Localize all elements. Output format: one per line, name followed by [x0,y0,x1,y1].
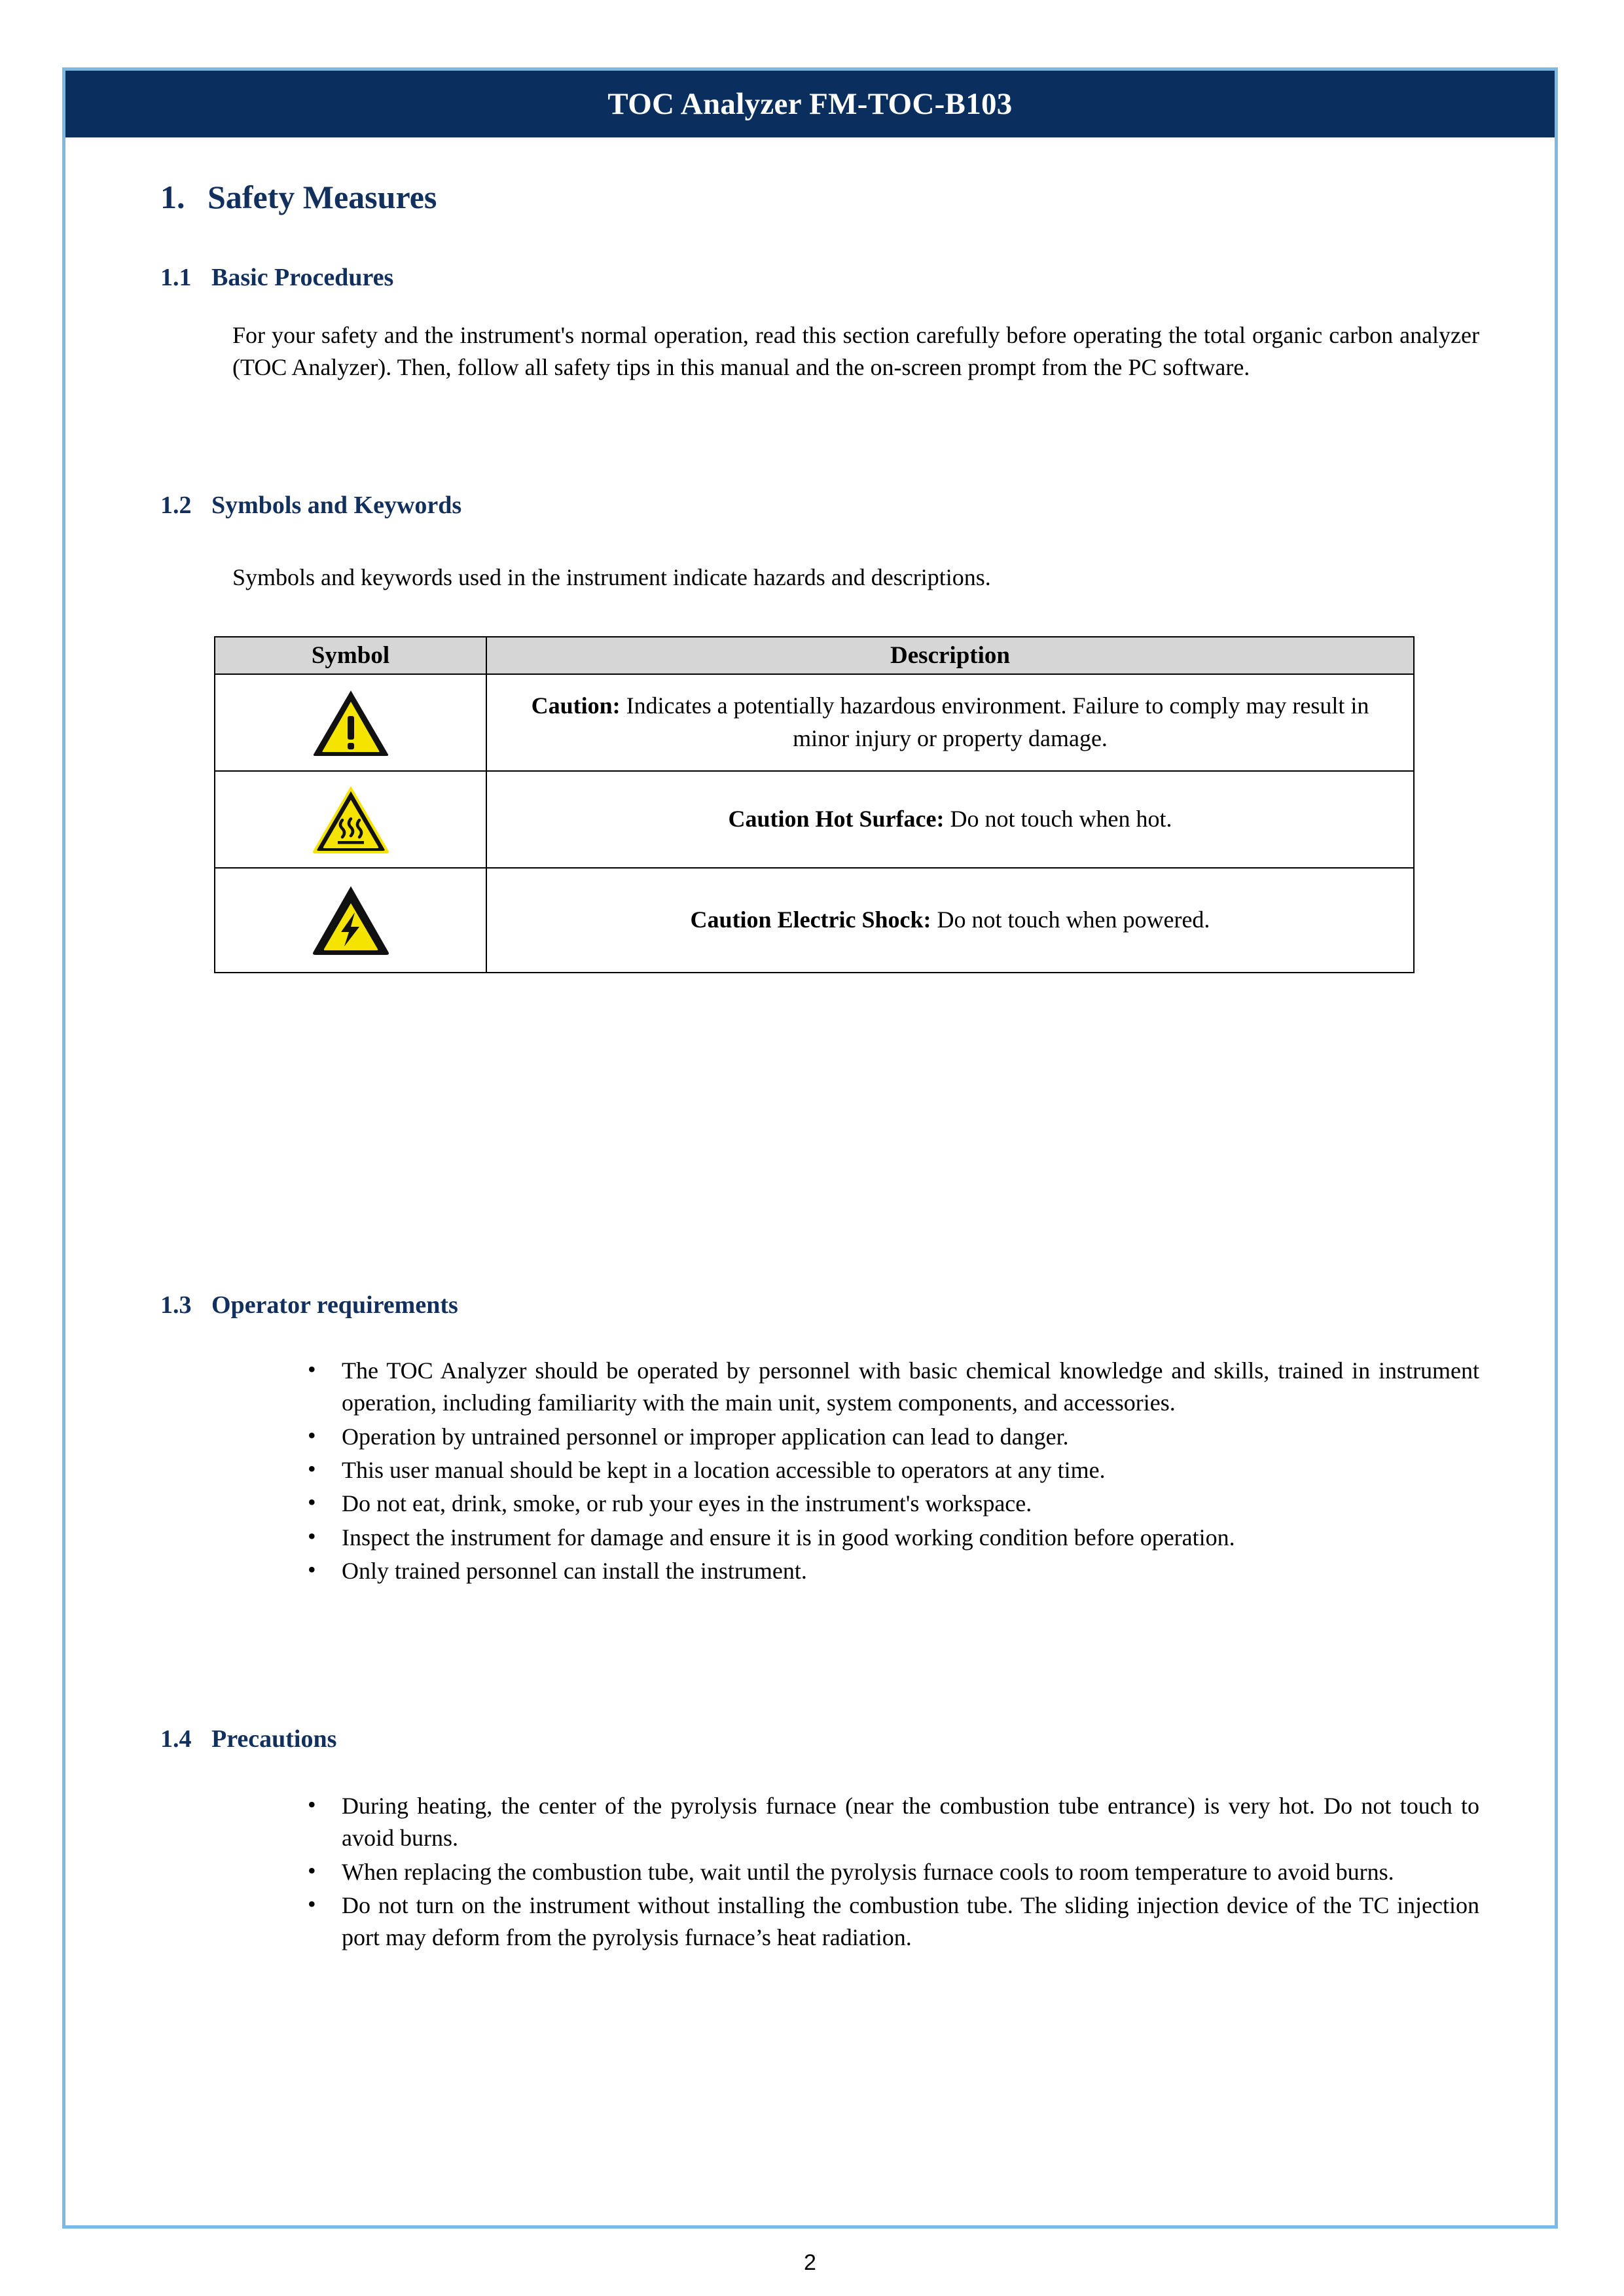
heading-1-1 [160,263,393,292]
column-header-symbol: Symbol [215,637,486,674]
description-text: Do not touch when hot. [944,806,1172,833]
symbol-cell [215,868,486,973]
caution-hot-surface-icon [215,783,486,855]
description-keyword: Caution: [531,692,621,719]
heading-1-4 [160,1725,336,1753]
description-text: Indicates a potentially hazardous environment. Failure to comply may result in minor injury or property damage. [620,692,1369,751]
heading-chapter-1-title: Safety Measures [208,179,437,215]
heading-1-3-number: 1.3 [160,1291,192,1319]
heading-chapter-1-number: 1. [160,179,185,215]
list-item: • The TOC Analyzer should be operated by personnel with basic chemical knowledge and skills, trained in instrument operation, including familiarity with the main unit, system components, and accessories. [295,1355,1479,1420]
paragraph-1-2: Symbols and keywords used in the instrument indicate hazards and descriptions. [232,564,991,590]
document-title: TOC Analyzer FM-TOC-B103 [607,87,1013,121]
symbol-cell [215,771,486,868]
description-keyword: Caution Electric Shock: [690,906,931,933]
list-item: • Only trained personnel can install the instrument. [295,1555,1479,1587]
table-row [215,771,1414,868]
description-cell [486,771,1414,868]
list-item: • Inspect the instrument for damage and ensure it is in good working condition before operation. [295,1522,1479,1554]
column-header-description: Description [486,637,1414,674]
heading-1-3-title: Operator requirements [211,1291,458,1319]
table-row [215,868,1414,973]
heading-1-2-title: Symbols and Keywords [211,492,462,519]
list-item: • Do not eat, drink, smoke, or rub your eyes in the instrument's workspace. [295,1488,1479,1520]
caution-electric-shock-icon [215,884,486,957]
operator-requirements-list [295,1355,1479,1588]
list-item: • This user manual should be kept in a location accessible to operators at any time. [295,1454,1479,1486]
list-item: • During heating, the center of the pyrolysis furnace (near the combustion tube entrance) is very hot. Do not touch to avoid burns. [295,1790,1479,1855]
list-item: • Do not turn on the instrument without installing the combustion tube. The sliding injection device of the TC injection port may deform from the pyrolysis furnace’s heat radiation. [295,1890,1479,1954]
list-item: • When replacing the combustion tube, wait until the pyrolysis furnace cools to room temperature to avoid burns. [295,1856,1479,1888]
description-cell [486,868,1414,973]
heading-1-1-number: 1.1 [160,264,192,291]
table-row [215,674,1414,771]
table-header-row [215,637,1414,674]
heading-1-1-title: Basic Procedures [211,264,394,291]
list-item: • Operation by untrained personnel or improper application can lead to danger. [295,1421,1479,1453]
symbols-table [214,636,1415,973]
heading-1-2-number: 1.2 [160,492,192,519]
description-cell [486,674,1414,771]
heading-1-4-title: Precautions [211,1725,337,1753]
heading-1-3 [160,1291,458,1319]
description-text: Do not touch when powered. [931,906,1210,933]
heading-1-4-number: 1.4 [160,1725,192,1753]
caution-triangle-exclamation-icon [215,687,486,758]
page-frame [62,67,1558,2275]
document-header-band [65,71,1555,137]
heading-1-2 [160,491,461,520]
description-keyword: Caution Hot Surface: [728,806,945,833]
symbol-cell [215,674,486,771]
paragraph-1-1: For your safety and the instrument's normal operation, read this section carefully before operating the total organic carbon analyzer (TOC Analyzer). Then, follow all safety tips in this manual and the on-screen prompt from the PC software. [232,322,1479,381]
heading-chapter-1 [160,178,437,216]
page-number: 2 [804,2250,816,2275]
precautions-list [295,1790,1479,1956]
